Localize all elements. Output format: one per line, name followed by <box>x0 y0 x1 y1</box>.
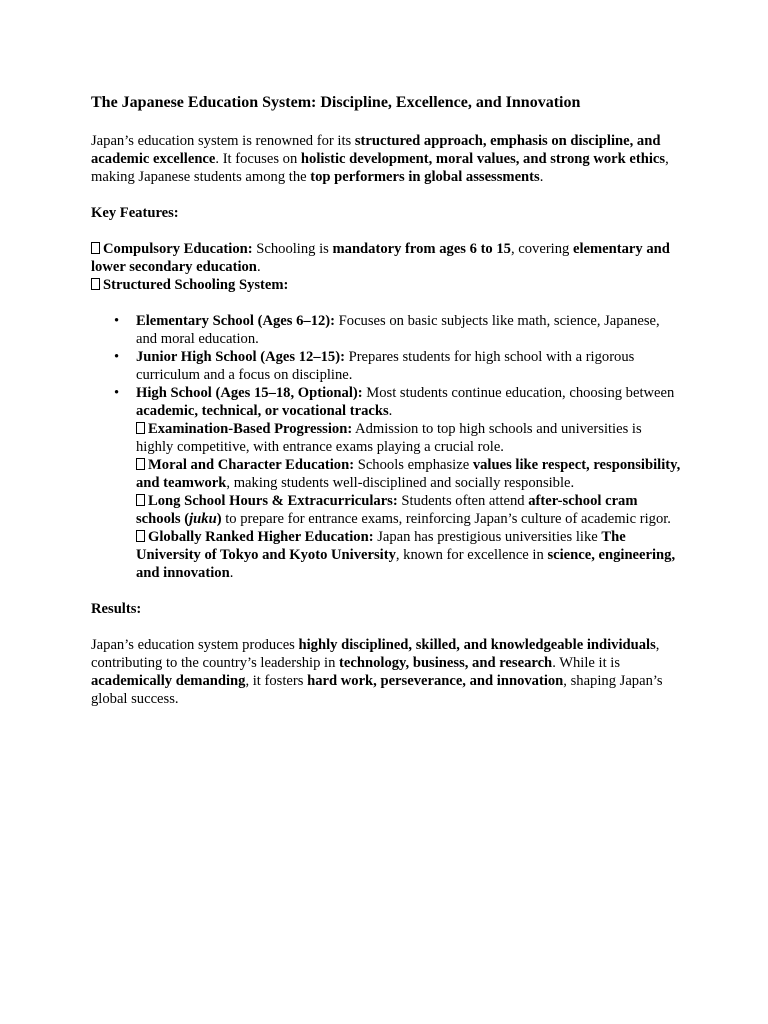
higher-text-2: , known for excellence in <box>395 547 548 563</box>
higher-bold-1: The University of Tokyo and Kyoto University <box>136 529 626 563</box>
hours-bold-text: after-school cram schools ( <box>136 493 638 527</box>
moral-text-2: , making students well-disciplined and socially responsible. <box>226 475 575 491</box>
level-text: Focuses on basic subjects like math, science, Japanese, and moral education. <box>136 313 660 347</box>
higher-label: Globally Ranked Higher Education: <box>148 529 374 545</box>
structured-label: Structured Schooling System: <box>103 277 289 293</box>
level-text: Most students continue education, choosing between <box>362 385 675 401</box>
results-heading: Results: <box>91 601 142 617</box>
intro-text-4: . <box>539 169 544 185</box>
results-bold-1: highly disciplined, skilled, and knowledgeable individuals <box>298 637 656 653</box>
missing-glyph-icon <box>136 422 145 434</box>
features-block <box>91 420 681 582</box>
intro-text-1: Japan’s education system is renowned for its <box>91 133 355 149</box>
results-text-5: , shaping Japan’s global success. <box>91 673 663 707</box>
compulsory-label: Compulsory Education: <box>103 241 253 257</box>
results-text-1: Japan’s education system produces <box>91 637 299 653</box>
hours-paragraph <box>136 492 681 528</box>
exam-label: Examination-Based Progression: <box>148 421 353 437</box>
intro-bold-3: top performers in global assessments <box>310 169 540 185</box>
intro-bold-2: holistic development, moral values, and strong work ethics <box>300 151 666 167</box>
higher-text-3: . <box>229 565 234 581</box>
results-text-2: , contributing to the country’s leadership in <box>91 637 660 671</box>
higher-bold-2: science, engineering, and innovation <box>136 547 676 581</box>
intro-text-3: , making Japanese students among the <box>91 151 669 185</box>
higher-paragraph <box>136 528 681 582</box>
key-features-heading: Key Features: <box>91 205 179 221</box>
document-page <box>91 92 681 708</box>
missing-glyph-icon <box>136 458 145 470</box>
compulsory-bold-1: mandatory from ages 6 to 15 <box>332 241 511 257</box>
missing-glyph-icon <box>136 494 145 506</box>
missing-glyph-icon <box>136 530 145 542</box>
level-end: . <box>388 403 393 419</box>
results-bold-3: academically demanding <box>91 673 246 689</box>
results-text-3: . While it is <box>552 655 621 671</box>
intro-text-2: . It focuses on <box>215 151 301 167</box>
list-item <box>136 348 681 384</box>
moral-bold-1: values like respect, responsibility, and teamwork <box>136 457 681 491</box>
list-item <box>136 312 681 348</box>
list-item <box>136 384 681 420</box>
compulsory-bold-2: elementary and lower secondary education <box>91 241 670 275</box>
hours-bold-italic: juku <box>189 511 217 527</box>
missing-glyph-icon <box>91 242 100 254</box>
school-levels-list <box>91 312 681 420</box>
intro-bold-1: structured approach, emphasis on discipline, and academic excellence <box>91 133 661 167</box>
hours-text-1: Students often attend <box>397 493 529 509</box>
level-label: Junior High School (Ages 12–15): <box>136 349 345 365</box>
compulsory-paragraph <box>91 240 681 276</box>
compulsory-text-1: Schooling is <box>252 241 333 257</box>
moral-text-1: Schools emphasize <box>354 457 473 473</box>
intro-paragraph <box>91 132 681 186</box>
results-bold-2: technology, business, and research <box>339 655 553 671</box>
higher-text-1: Japan has prestigious universities like <box>373 529 602 545</box>
moral-label: Moral and Character Education: <box>148 457 355 473</box>
missing-glyph-icon <box>91 278 100 290</box>
results-bold-4: hard work, perseverance, and innovation <box>307 673 564 689</box>
compulsory-text-2: , covering <box>510 241 573 257</box>
compulsory-text-3: . <box>256 259 261 275</box>
results-text-4: , it fosters <box>245 673 308 689</box>
level-bold: academic, technical, or vocational tracks <box>136 403 389 419</box>
document-title: The Japanese Education System: Discipline, Excellence, and Innovation <box>91 94 581 111</box>
structured-paragraph <box>91 276 681 294</box>
exam-text: Admission to top high schools and universities is highly competitive, with entrance exams playing a crucial role. <box>136 421 642 455</box>
hours-label: Long School Hours & Extracurriculars: <box>148 493 398 509</box>
exam-paragraph <box>136 420 681 456</box>
hours-text-2: to prepare for entrance exams, reinforcing Japan’s culture of academic rigor. <box>221 511 671 527</box>
hours-bold-end: ) <box>216 511 222 527</box>
level-label: High School (Ages 15–18, Optional): <box>136 385 363 401</box>
results-paragraph <box>91 636 681 708</box>
level-text: Prepares students for high school with a rigorous curriculum and a focus on discipline. <box>136 349 635 383</box>
moral-paragraph <box>136 456 681 492</box>
level-label: Elementary School (Ages 6–12): <box>136 313 336 329</box>
